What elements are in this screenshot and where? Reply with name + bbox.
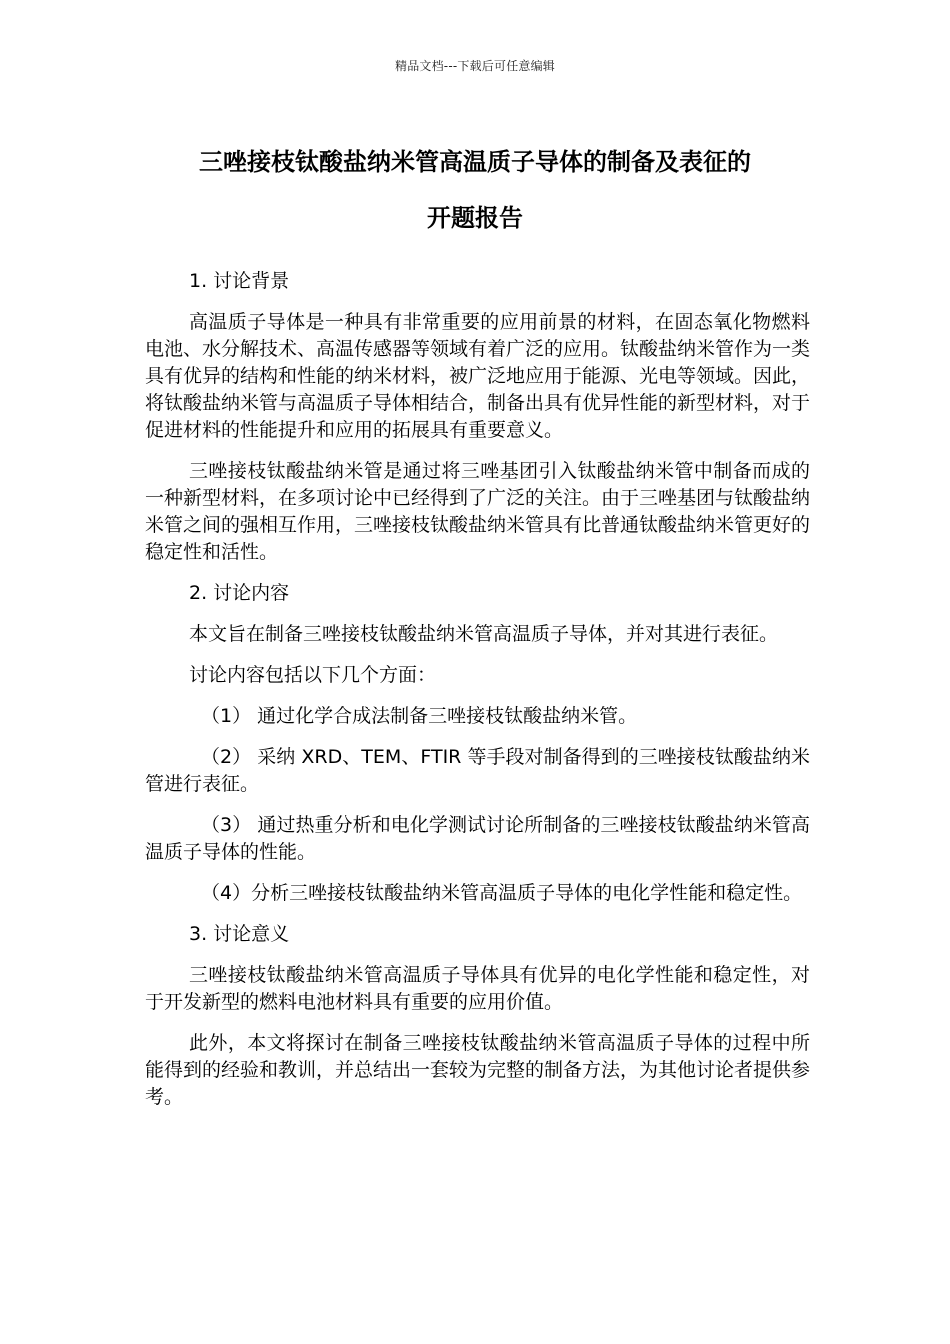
header-note: 精品文档---下载后可任意编辑 [395, 59, 555, 73]
title-line-2: 开题报告 [427, 204, 523, 232]
paragraph: 高温质子导体是一种具有非常重要的应用前景的材料，在固态氧化物燃料电池、水分解技术、高温传感器等领域有着广泛的应用。钛酸盐纳米管作为一类具有优异的结构和性能的纳米材料，被广泛地应用于能源、光电等领域。因此，将钛酸盐纳米管与高温质子导体相结合，制备出具有优异性能的新型材料，对于促进材料的性能提升和应用的拓展具有重要意义。 [145, 311, 811, 441]
list-item: （2） 采纳 XRD、TEM、FTIR 等手段对制备得到的三唑接枝钛酸盐纳米管进行表征。 [145, 746, 810, 795]
section-heading-background: 1. 讨论背景 [189, 270, 290, 292]
document-title [120, 134, 830, 246]
section-heading-significance: 3. 讨论意义 [189, 923, 290, 945]
list-item: （1） 通过化学合成法制备三唑接枝钛酸盐纳米管。 [201, 705, 638, 727]
list-item: （4）分析三唑接枝钛酸盐纳米管高温质子导体的电化学性能和稳定性。 [201, 882, 803, 904]
paragraph: 三唑接枝钛酸盐纳米管高温质子导体具有优异的电化学性能和稳定性，对于开发新型的燃料电池材料具有重要的应用价值。 [145, 964, 810, 1013]
document-body [145, 268, 810, 1125]
paragraph: 本文旨在制备三唑接枝钛酸盐纳米管高温质子导体，并对其进行表征。 [189, 623, 779, 645]
section-heading-content: 2. 讨论内容 [189, 582, 290, 604]
list-item: （3） 通过热重分析和电化学测试讨论所制备的三唑接枝钛酸盐纳米管高温质子导体的性能。 [145, 814, 810, 863]
paragraph: 三唑接枝钛酸盐纳米管是通过将三唑基团引入钛酸盐纳米管中制备而成的一种新型材料，在多项讨论中已经得到了广泛的关注。由于三唑基团与钛酸盐纳米管之间的强相互作用，三唑接枝钛酸盐纳米管具有比普通钛酸盐纳米管更好的稳定性和活性。 [145, 460, 811, 563]
paragraph: 此外，本文将探讨在制备三唑接枝钛酸盐纳米管高温质子导体的过程中所能得到的经验和教训，并总结出一套较为完整的制备方法，为其他讨论者提供参考。 [145, 1032, 811, 1108]
paragraph: 讨论内容包括以下几个方面： [189, 664, 437, 686]
title-line-1: 三唑接枝钛酸盐纳米管高温质子导体的制备及表征的 [199, 148, 751, 176]
